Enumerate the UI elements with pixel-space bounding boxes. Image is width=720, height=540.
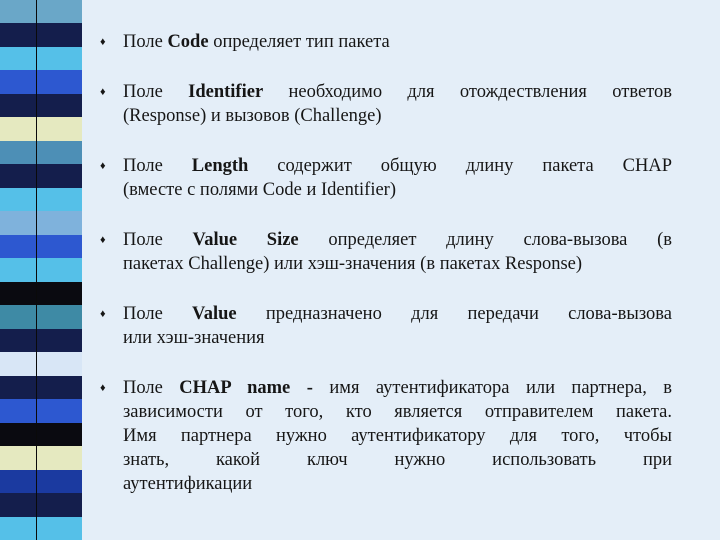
stripe-block xyxy=(0,493,82,516)
diamond-bullet-icon: ♦ xyxy=(100,160,106,172)
stripe-block xyxy=(0,282,82,305)
bullet-chap-name-field xyxy=(98,376,672,496)
bullet-line: или хэш-значения xyxy=(123,328,265,348)
decorative-stripe-bar xyxy=(0,0,82,540)
stripe-block xyxy=(0,470,82,493)
diamond-bullet-icon: ♦ xyxy=(100,382,106,394)
bullet-value-size-field xyxy=(98,228,672,276)
bullet-line: аутентификации xyxy=(123,474,253,494)
stripe-block xyxy=(0,376,82,399)
bullet-length-field xyxy=(98,154,672,202)
bullet-line: Имя партнера нужно аутентификатору для того, чтобы xyxy=(123,426,672,446)
stripe-block xyxy=(0,329,82,352)
bullet-line: Поле Identifier необходимо для отождествления ответов xyxy=(123,82,672,102)
stripe-block xyxy=(0,305,82,328)
bullet-identifier-field xyxy=(98,80,672,128)
bullet-line: (вместе с полями Code и Identifier) xyxy=(123,180,396,200)
stripe-block xyxy=(0,352,82,375)
bullet-line: зависимости от того, кто является отправителем пакета. xyxy=(123,402,672,422)
field-name: Value Size xyxy=(192,230,299,250)
bullet-line: Поле Length содержит общую длину пакета CHAP xyxy=(123,156,672,176)
bullet-line: Поле CHAP name - имя аутентификатора или партнера, в xyxy=(123,378,672,398)
stripe-block xyxy=(0,188,82,211)
diamond-bullet-icon: ♦ xyxy=(100,36,106,48)
bullet-line: Поле Code определяет тип пакета xyxy=(123,32,390,52)
bullet-line: (Response) и вызовов (Challenge) xyxy=(123,106,382,126)
stripe-block xyxy=(0,423,82,446)
stripe-block xyxy=(0,117,82,140)
field-name: Length xyxy=(191,156,249,176)
stripe-block xyxy=(0,211,82,234)
stripe-block xyxy=(0,141,82,164)
stripe-block xyxy=(0,94,82,117)
stripe-block xyxy=(0,47,82,70)
diamond-bullet-icon: ♦ xyxy=(100,86,106,98)
bullet-line: пакетах Challenge) или хэш-значения (в пакетах Response) xyxy=(123,254,583,274)
bullet-line: знать, какой ключ нужно использовать при xyxy=(123,450,672,470)
stripe-block xyxy=(0,517,82,540)
bullet-line: Поле Value Size определяет длину слова-вызова (в xyxy=(123,230,672,250)
slide-content xyxy=(98,30,672,530)
field-name: Code xyxy=(167,32,209,52)
field-name: Value xyxy=(192,304,237,324)
stripe-divider xyxy=(36,0,37,540)
stripe-block xyxy=(0,235,82,258)
stripe-block xyxy=(0,258,82,281)
diamond-bullet-icon: ♦ xyxy=(100,308,106,320)
stripe-block xyxy=(0,0,82,23)
stripe-block xyxy=(0,446,82,469)
stripe-block xyxy=(0,23,82,46)
field-name: Identifier xyxy=(188,82,264,102)
bullet-code-field xyxy=(98,30,672,54)
bullet-value-field xyxy=(98,302,672,350)
stripe-block xyxy=(0,399,82,422)
stripe-block xyxy=(0,70,82,93)
bullet-line: Поле Value предназначено для передачи слова-вызова xyxy=(123,304,672,324)
stripe-block xyxy=(0,164,82,187)
diamond-bullet-icon: ♦ xyxy=(100,234,106,246)
field-name: CHAP name - xyxy=(179,378,313,398)
